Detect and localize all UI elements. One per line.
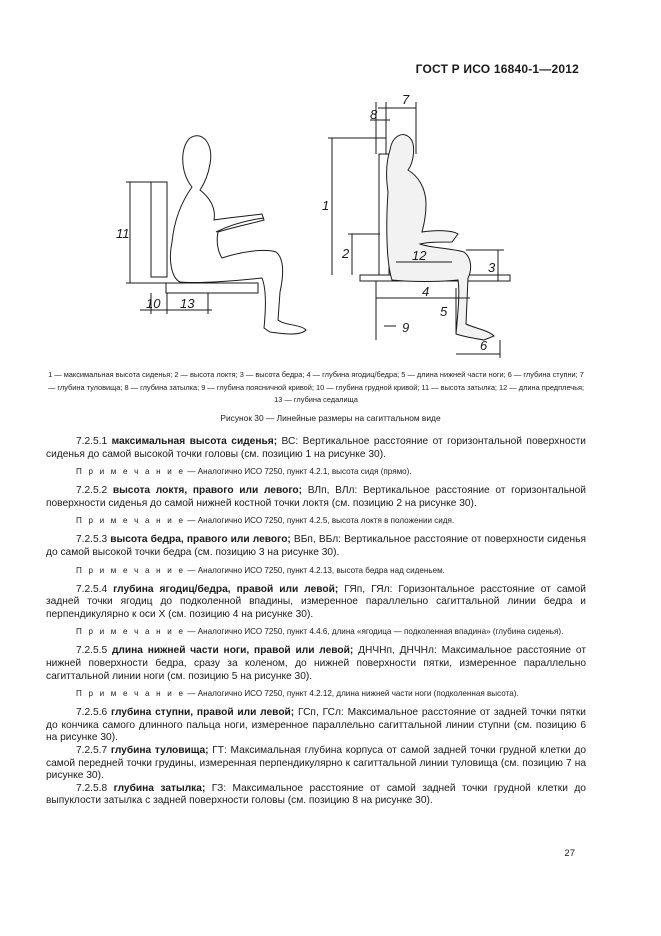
note-5: П р и м е ч а н и е — Аналогично ИСО 7250, пункт 4.2.12, длина нижней части ноги (подколенная высота). [76,689,519,699]
label-9: 9 [402,320,410,335]
section-7-2-5-3: 7.2.5.3 высота бедра, правого или левого; ВБп, ВБл: Вертикальное расстояние от поверхности сиденья до самой высокой точки бедра (см. позицию 3 на рисунке 30). [46,534,586,558]
document-header: ГОСТ Р ИСО 16840-1—2012 [415,62,579,76]
label-7: 7 [402,92,410,107]
label-3: 3 [488,260,496,275]
section-7-2-5-6: 7.2.5.6 глубина ступни, правой или левой; ГСп, ГСл: Максимальное расстояние от задней точки пятки до кончика самого длинного пальца ноги, измеренное параллельно сагиттальной линии ступни (см. позицию 6 на рисунке 30). [46,707,587,744]
note-3: П р и м е ч а н и е — Аналогично ИСО 7250, пункт 4.2.13, высота бедра над сиденьем. [76,565,445,575]
note-1: П р и м е ч а н и е — Аналогично ИСО 7250, пункт 4.2.1, высота сидя (прямо). [76,467,412,477]
section-7-2-5-2: 7.2.5.2 высота локтя, правого или левого; ВЛп, ВЛл: Вертикальное расстояние от горизонтальной поверхности сиденья до самой нижней костной точки локтя (см. позицию 2 на рисунке 30). [46,485,586,509]
label-12: 12 [412,248,427,263]
label-10: 10 [146,296,161,311]
figure-legend: 1 — максимальная высота сиденья; 2 — высота локтя; 3 — высота бедра; 4 — глубина ягодиц/бедра; 5 — длина нижней части ноги; 6 — глубина ступни; 7 — глубина туловища; 8 — глубина затылка; 9 — глубина поясничной кривой; 10 — глубина грудной кривой; 11 — высота затылка; 12 — длина предплечья; 13 — глубина седалища [47,370,585,404]
section-7-2-5-5: 7.2.5.5 длина нижней части ноги, правой или левой; ДНЧНп, ДНЧНл: Максимальное расстояние от нижней поверхности бедра, сразу за коленом, до нижней поверхности пятки, измеренное параллельно сагиттальной линии ноги (см. позицию 5 на рисунке 30). [46,645,586,682]
left-seat [166,283,258,293]
note-2: П р и м е ч а н и е — Аналогично ИСО 7250, пункт 4.2.5, высота локтя в положении сидя. [76,516,455,526]
label-13: 13 [180,296,195,311]
left-backrest [151,182,167,277]
label-4: 4 [422,284,430,299]
section-7-2-5-4: 7.2.5.4 глубина ягодиц/бедра, правой или левой; ГЯп, ГЯл: Горизонтальное расстояние от самой задней точки ягодиц до подколенной впадины, измеренное параллельно сагиттальной линии бедра и перпендикулярно к оси X (см. позицию 4 на рисунке 30). [46,583,586,620]
note-4: П р и м е ч а н и е — Аналогично ИСО 7250, пункт 4.4.6, длина «ягодица — подколенная впадина» (глубина сиденья). [76,627,564,637]
figure-30-drawing [80,92,600,362]
label-11: 11 [116,226,130,241]
label-1: 1 [322,198,330,213]
section-7-2-5-8: 7.2.5.8 глубина затылка; ГЗ: Максимальное расстояние от самой задней точки грудной клетки до выпуклости затылка с задней поверхности головы (см. позицию 8 на рисунке 30). [46,782,586,807]
page-number: 27 [564,848,575,859]
body-text [46,436,586,808]
section-7-2-5-7: 7.2.5.7 глубина туловища; ГТ: Максимальная глубина корпуса от самой задней точки грудной клетки до самой передней точки грудины, измеренная перпендикулярно к сагиттальной линии туловища (см. позицию 7 на рисунке 30). [46,744,586,782]
label-2: 2 [342,246,350,261]
figure-title: Рисунок 30 — Линейные размеры на сагиттальном виде [220,413,441,423]
label-6: 6 [480,338,488,353]
section-7-2-5-1: 7.2.5.1 максимальная высота сиденья; ВС: Вертикальное расстояние от горизонтальной поверхности сиденья до самой высокой точки головы (см. позицию 1 на рисунке 30). [46,436,586,460]
label-5: 5 [440,304,448,319]
label-8: 8 [370,107,378,122]
